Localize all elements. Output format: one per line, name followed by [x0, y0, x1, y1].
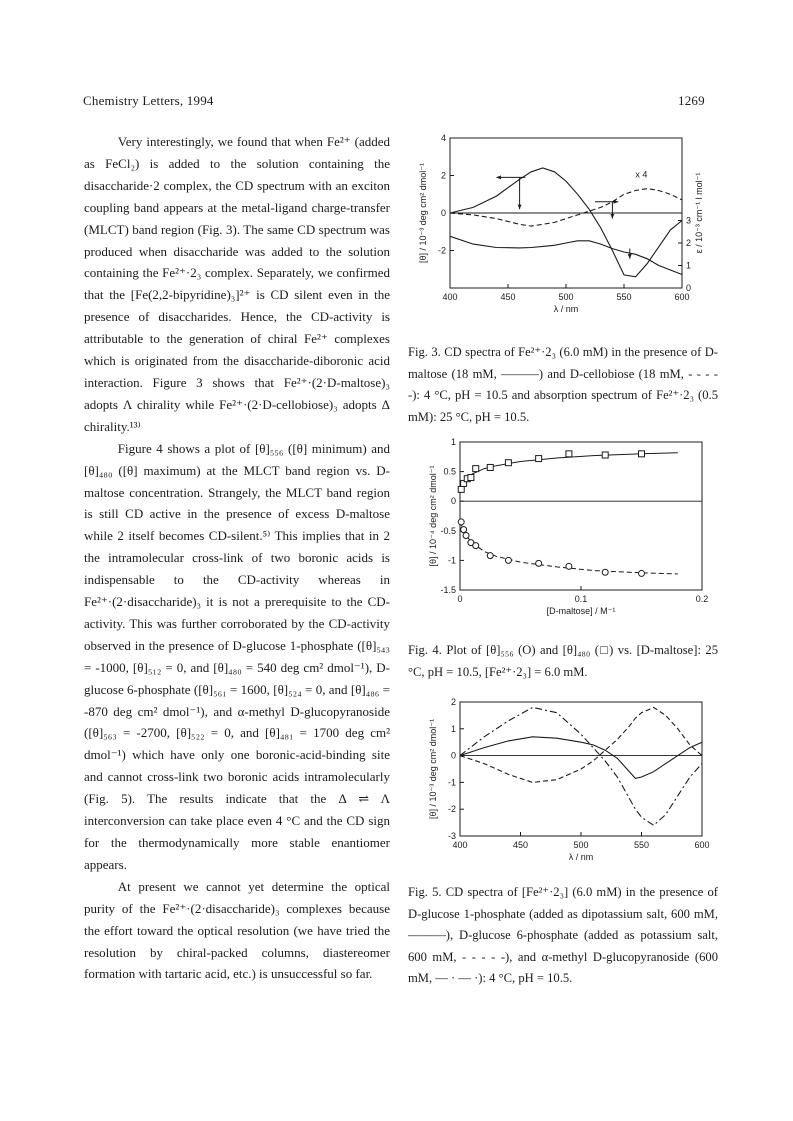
- square-point: [602, 452, 608, 458]
- circle-point: [473, 543, 479, 549]
- arrow-right-2-head: [614, 200, 619, 204]
- fit-curve-1: [460, 453, 678, 490]
- x-tick-label: 400: [452, 840, 468, 850]
- figure-5-caption: Fig. 5. CD spectra of [Fe²⁺·2₃] (6.0 mM) in the presence of D-glucose 1-phosphate (added as dipotassium salt, 600 mM, ———), D-glucose 6-phosphate (added as potassium salt, 600 mM, - - - - -), and α-methyl D-glucopyranoside (600 mM, — · — ·): 4 °C, pH = 10.5.: [408, 885, 718, 986]
- y-tick-label: 0.5: [443, 466, 456, 477]
- series-line-3: [460, 707, 702, 825]
- body-column: [84, 131, 390, 985]
- y2-axis-label: ε / 10⁻³ cm⁻¹ l mol⁻¹: [694, 172, 704, 254]
- y-tick-label: -2: [447, 804, 456, 815]
- y2-tick-label: 3: [686, 215, 692, 226]
- square-point: [566, 451, 572, 457]
- y-tick-label: -3: [447, 831, 456, 841]
- annotation-x4: x 4: [635, 169, 648, 180]
- y-axis-label: [θ] / 10⁻³ deg cm² dmol⁻¹: [428, 718, 438, 820]
- square-point: [468, 475, 474, 481]
- arrow-down-1-head: [518, 205, 522, 210]
- circle-point: [639, 570, 645, 576]
- x-tick-label: 400: [442, 292, 458, 302]
- paragraph-2: Figure 4 shows a plot of [θ]₅₅₆ ([θ] minimum) and [θ]₄₈₀ ([θ] maximum) at the MLCT band region vs. D-maltose concentration. Strangely, the MLCT band region is still CD active in the presence of excess D-maltose while 2 itself becomes CD-silent.⁵⁾ This implies that in 2 the intramolecular cross-link of two boronic acids is indispensable to the CD-activity whereas in Fe²⁺·(2·disaccharide)₃ it is not a prerequisite to the CD-activity. This was further corroborated by the CD-activity observed in the presence of D-glucose 1-phosphate ([θ]₅₄₃ = -1000, [θ]₅₁₂ = 0, and [θ]₄₈₀ = 540 deg cm² dmol⁻¹), D-glucose 6-phosphate ([θ]₅₆₁ = 1600, [θ]₅₂₄ = 0, and [θ]₄₈₆ = -870 deg cm² dmol⁻¹), and α-methyl D-glucopyranoside ([θ]₅₆₃ = -2700, [θ]₅₂₂ = 0, and [θ]₄₈₁ = 1700 deg cm² dmol⁻¹) which have only one boronic-acid-binding site and cannot cross-link two boronic acids intramolecularly (Fig. 5). The results indicate that the Δ ⇌ Λ interconversion can take place even 4 °C and the CD sign for the thermodynamically more stable enantiomer appears.: [84, 440, 390, 872]
- x-tick-label: 0.2: [695, 594, 709, 604]
- x-axis-label: λ / nm: [568, 852, 594, 862]
- y-tick-label: 2: [450, 697, 456, 707]
- x-tick-label: 550: [616, 292, 632, 302]
- x-tick-label: 550: [633, 840, 650, 850]
- x-axis-label: [D-maltose] / M⁻¹: [546, 606, 616, 616]
- figure-4-caption: Fig. 4. Plot of [θ]₅₅₆ (O) and [θ]₄₈₀ (□) vs. [D-maltose]: 25 °C, pH = 10.5, [Fe²⁺·2₃] = 6.0 mM.: [408, 643, 718, 679]
- y-tick-label: -1: [447, 777, 456, 788]
- series-line-2: [450, 189, 682, 227]
- circle-point: [536, 560, 542, 566]
- series-line-3: [450, 236, 682, 274]
- circle-point: [505, 557, 511, 563]
- square-point: [487, 464, 493, 470]
- y-axis-label: [θ] / 10⁻⁴ deg cm² dmol⁻¹: [428, 465, 438, 567]
- figure-3-caption: Fig. 3. CD spectra of Fe²⁺·2₃ (6.0 mM) in the presence of D-maltose (18 mM, ———) and D-cellobiose (18 mM, - - - - -): 4 °C, pH = 10.5 and absorption spectrum of Fe²⁺·2₃ (0.5 mM): 25 °C, pH = 10.5.: [408, 345, 718, 424]
- x-tick-label: 500: [573, 840, 589, 850]
- y-tick-label: 0: [450, 496, 456, 507]
- figure-5-cd-spectra: [408, 696, 718, 866]
- running-header: Chemistry Letters, 1994: [83, 93, 214, 108]
- circle-point: [463, 533, 469, 539]
- arrow-down-3-head: [628, 254, 632, 259]
- square-point: [639, 451, 645, 457]
- page-number: 1269: [678, 93, 705, 108]
- y-tick-label: -1.5: [440, 585, 456, 595]
- y2-tick-label: 0: [686, 283, 692, 293]
- x-tick-label: 0.1: [574, 594, 588, 604]
- y-tick-label: 1: [450, 723, 456, 734]
- y-tick-label: -0.5: [440, 525, 456, 536]
- y-tick-label: 0: [440, 208, 446, 218]
- y-tick-label: -1: [447, 555, 456, 566]
- x-tick-label: 600: [694, 840, 710, 850]
- plot-frame: [460, 442, 702, 590]
- figure-4-plot: [408, 432, 718, 628]
- x-tick-label: 450: [500, 292, 516, 302]
- circle-point: [461, 527, 467, 533]
- circle-point: [487, 553, 493, 559]
- x-tick-label: 600: [674, 292, 690, 302]
- paragraph-1: Very interestingly, we found that when Fe²⁺ (added as FeCl₂) is added to the solution containing the disaccharide·2 complex, the CD spectrum with an exciton coupling band appears at the metal-ligand charge-transfer (MLCT) band region (Fig. 3). The same CD spectrum was produced when disaccharide was added to the solution containing the Fe²⁺·2₃ complex. Separately, we confirmed that the [Fe(2,2-bipyridine)₃]²⁺ is CD silent even in the presence of disaccharides. Hence, the CD-activity is attributable to the generation of chiral Fe²⁺ complexes which is originated from the disaccharide-diboronic acid interaction. Figure 3 shows that Fe²⁺·(2·D-maltose)₃ adopts Λ chirality while Fe²⁺·(2·D-cellobiose)₃ adopts Δ chirality.¹³⁾: [84, 134, 390, 434]
- y2-tick-label: 2: [686, 238, 692, 248]
- figure-3-cd-spectra: [408, 128, 718, 324]
- y-tick-label: 2: [440, 170, 446, 181]
- y-tick-label: 1: [450, 437, 456, 447]
- circle-point: [458, 519, 464, 525]
- series-line-1: [450, 168, 682, 277]
- square-point: [473, 466, 479, 472]
- y-tick-label: -2: [437, 245, 446, 256]
- circle-point: [566, 563, 572, 569]
- paragraph-3: At present we cannot yet determine the optical purity of the Fe²⁺·(2·disaccharide)₃ complexes because the effort toward the optical resolution (we have tried the resolution by chiral-packed columns, diastereomer formation with tartaric acid, etc.) is unsuccessful so far.: [84, 878, 390, 982]
- square-point: [505, 460, 511, 466]
- x-tick-label: 450: [512, 840, 529, 850]
- y-axis-label: [θ] / 10⁻³ deg cm² dmol⁻¹: [418, 162, 428, 264]
- square-point: [536, 456, 542, 462]
- square-point: [458, 486, 464, 492]
- arrow-down-2-head: [610, 214, 614, 219]
- x-axis-label: λ / nm: [553, 304, 579, 314]
- y-tick-label: 4: [440, 133, 446, 143]
- y-tick-label: 0: [450, 750, 456, 761]
- x-tick-label: 500: [558, 292, 574, 302]
- y2-tick-label: 1: [686, 260, 692, 271]
- series-line-2: [460, 707, 702, 782]
- x-tick-label: 0: [457, 594, 463, 604]
- arrow-left-1-head: [496, 175, 501, 179]
- circle-point: [602, 569, 608, 575]
- series-line-1: [460, 737, 702, 779]
